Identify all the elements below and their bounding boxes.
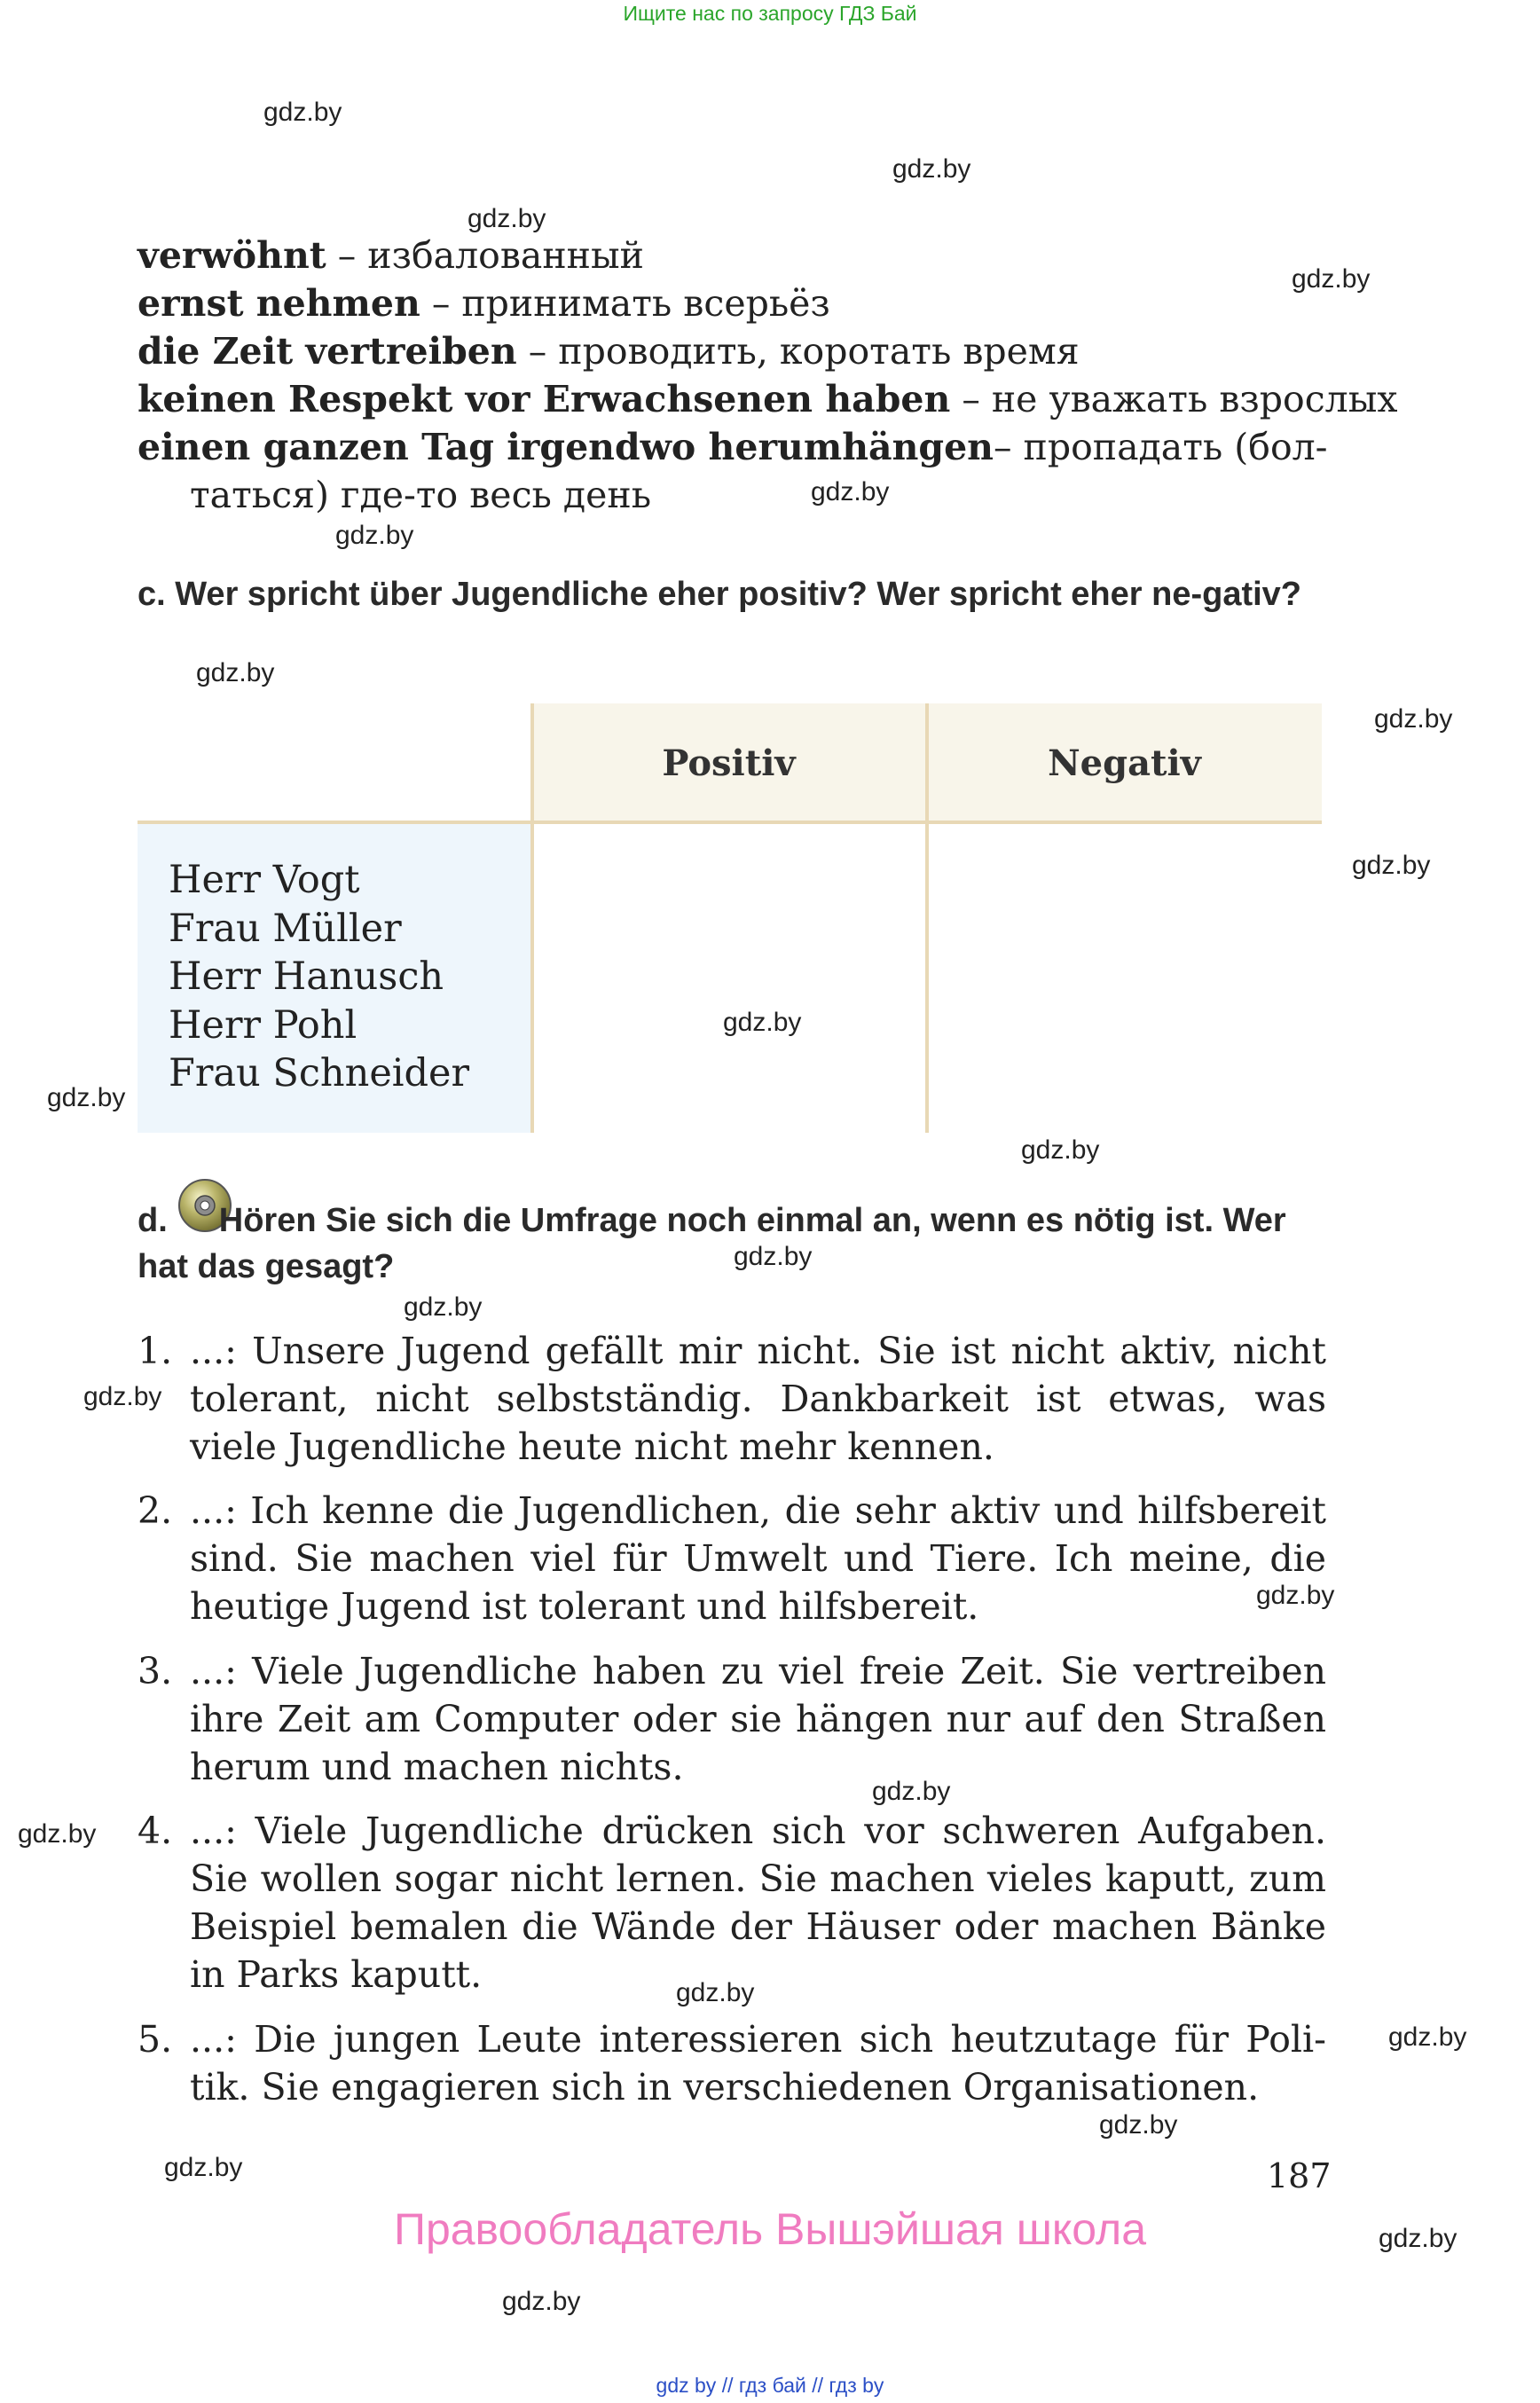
vocab-entry-continuation: таться) где-то весь день [190, 474, 652, 516]
watermark: gdz.by [1256, 1581, 1335, 1610]
bottom-banner: gdz by // гдз бай // гдз by [656, 2374, 884, 2397]
watermark: gdz.by [1099, 2110, 1178, 2140]
list-item: 1. ...: Unsere Jugend gefällt mir nicht. Sie ist nicht aktiv, nicht tolerant, nicht selbstständig. Dankbarkeit ist etwas, was viele Jugendliche heute nicht mehr kennen. [138, 1330, 1326, 1468]
vocab-entry: die Zeit vertreiben – проводить, коротать время [138, 330, 1080, 373]
watermark: gdz.by [47, 1083, 126, 1112]
person-name: Herr Hanusch [169, 954, 444, 999]
watermark: gdz.by [83, 1382, 162, 1411]
watermark: gdz.by [1292, 264, 1371, 294]
vocab-entry: verwöhnt – избалованный [138, 234, 644, 277]
watermark: gdz.by [1379, 2224, 1458, 2253]
task-d-letter: d. [138, 1202, 168, 1239]
top-banner: Ищите нас по запросу ГДЗ Бай [623, 2, 917, 25]
vocab-entry: ernst nehmen – принимать всерьёз [138, 282, 830, 325]
person-name: Herr Vogt [169, 858, 360, 902]
watermark: gdz.by [404, 1292, 483, 1322]
watermark: gdz.by [723, 1008, 802, 1037]
watermark: gdz.by [263, 98, 342, 127]
task-d-text: Hören Sie sich die Umfrage noch einmal an, wenn es nötig ist. Wer hat das gesagt? [138, 1202, 1286, 1285]
watermark: gdz.by [335, 521, 414, 550]
watermark: gdz.by [811, 477, 890, 507]
page-number: 187 [1267, 2156, 1332, 2195]
watermark: gdz.by [676, 1978, 755, 2007]
task-d-heading [138, 1198, 1326, 1290]
names-cell [138, 824, 530, 1133]
watermark: gdz.by [892, 154, 971, 184]
person-name: Frau Müller [169, 906, 402, 951]
watermark: gdz.by [164, 2153, 243, 2182]
table-divider-vertical [530, 703, 534, 1133]
person-name: Frau Schneider [169, 1051, 470, 1095]
task-c-heading: c. Wer spricht über Jugendliche eher positiv? Wer spricht eher ne-gativ? [138, 576, 1302, 613]
table-divider-vertical [925, 703, 929, 1133]
list-item: 5. ...: Die jungen Leute interessieren sich heutzutage für Poli-tik. Sie engagieren sich in verschiedenen Organisationen. [138, 2018, 1326, 2109]
table-corner [138, 703, 530, 822]
watermark: gdz.by [1374, 704, 1453, 734]
watermark: gdz.by [196, 658, 275, 687]
copyright-notice: Правообладатель Вышэйшая школа [394, 2204, 1146, 2254]
list-item: 2. ...: Ich kenne die Jugendlichen, die sehr aktiv und hilfsbereit sind. Sie machen viel für Umwelt und Tiere. Ich meine, die heutige Jugend ist tolerant und hilfsbereit. [138, 1489, 1326, 1628]
table-divider-horizontal [138, 821, 1322, 824]
list-item: 4. ...: Viele Jugendliche drücken sich vor schweren Aufgaben. Sie wollen sogar nicht lernen. Sie machen vieles kaputt, zum Beispiel bemalen die Wände der Häuser oder machen Bänke in Parks kaputt. [138, 1810, 1326, 1996]
person-name: Herr Pohl [169, 1002, 358, 1048]
watermark: gdz.by [1352, 851, 1431, 880]
watermark: gdz.by [502, 2287, 581, 2316]
watermark: gdz.by [18, 1819, 97, 1849]
column-header-positiv: Positiv [532, 703, 925, 822]
column-header-negativ: Negativ [927, 703, 1322, 822]
watermark: gdz.by [1021, 1135, 1100, 1165]
watermark: gdz.by [468, 204, 546, 233]
vocab-entry: keinen Respekt vor Erwachsenen haben – не уважать взрослых [138, 378, 1398, 420]
watermark: gdz.by [1388, 2022, 1467, 2052]
positive-negative-table [138, 703, 1322, 1133]
watermark: gdz.by [872, 1777, 951, 1806]
list-item: 3. ...: Viele Jugendliche haben zu viel freie Zeit. Sie vertreiben ihre Zeit am Computer oder sie hängen nur auf den Straßen herum und machen nichts. [138, 1650, 1326, 1788]
vocab-entry: einen ganzen Tag irgendwo herumhängen – пропадать (бол- [138, 426, 1328, 468]
watermark: gdz.by [734, 1242, 813, 1271]
